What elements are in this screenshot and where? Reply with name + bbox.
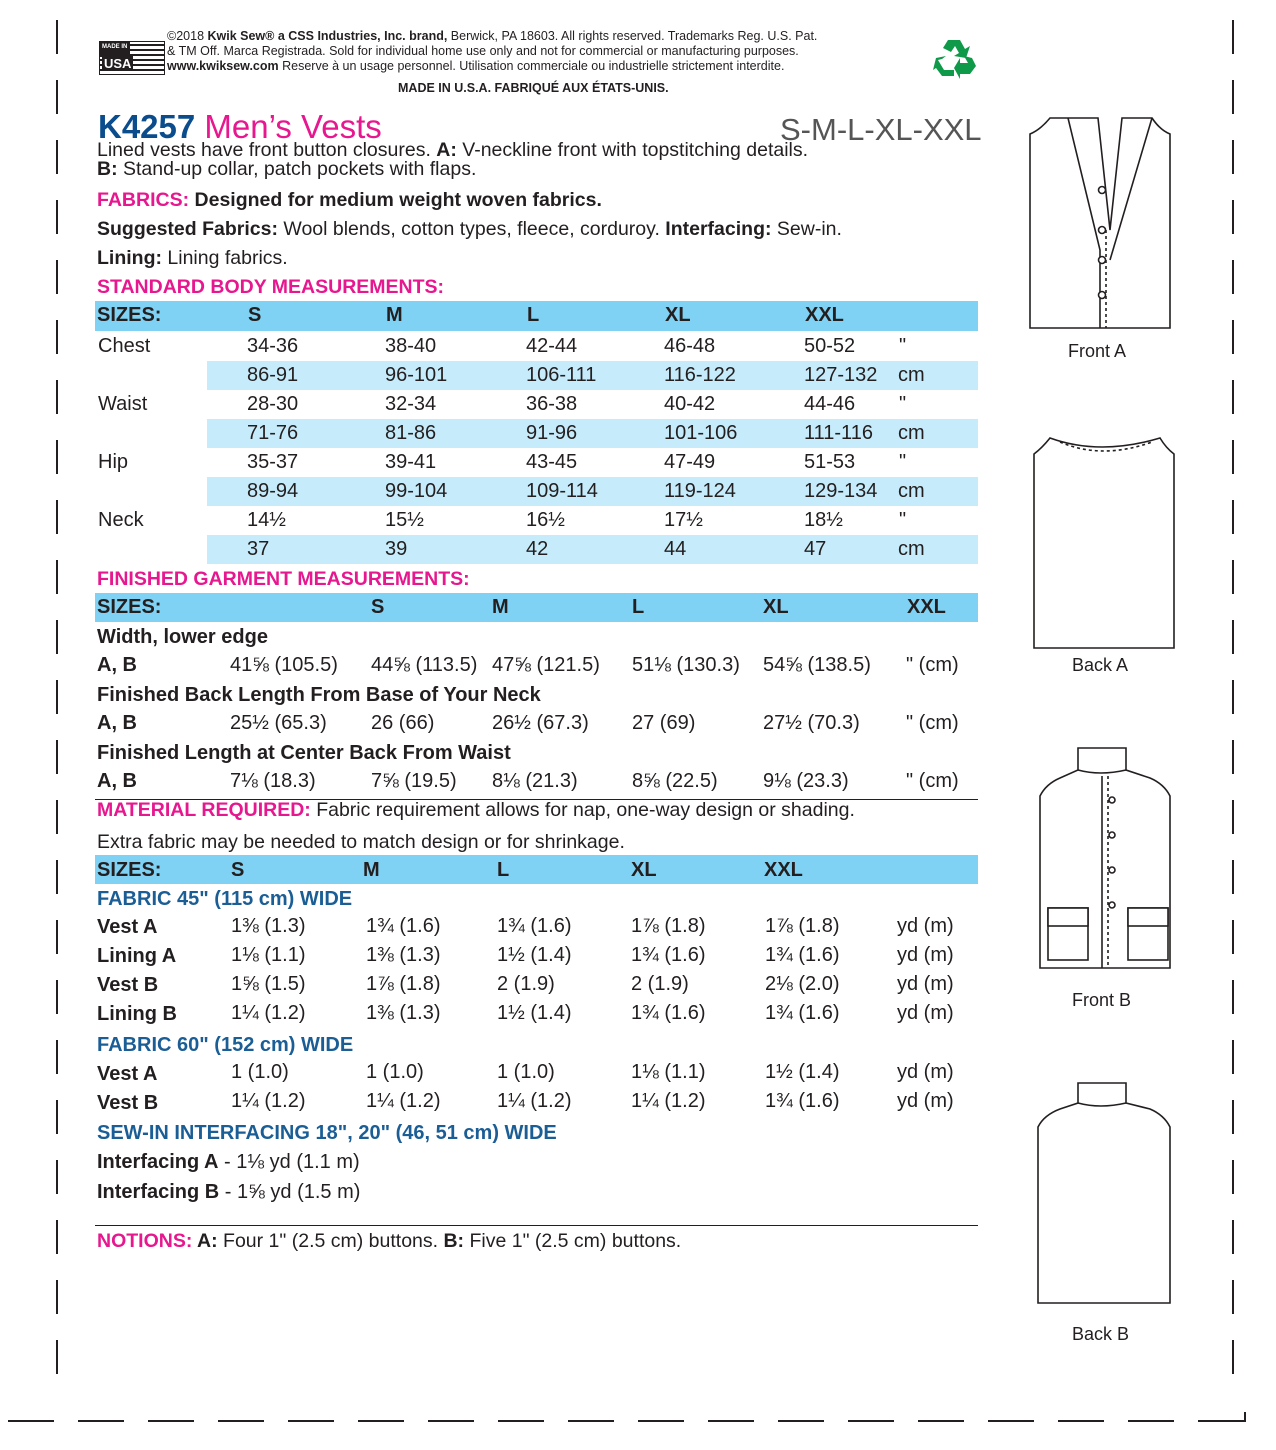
measurement-heading: Width, lower edge xyxy=(97,626,268,648)
fabric-row-label: Vest A xyxy=(97,916,158,938)
measurement-inch-value: 34-36 xyxy=(247,335,299,357)
interfacing-row xyxy=(97,1151,360,1174)
cut-line-dash xyxy=(1232,800,1234,834)
cut-line-dash xyxy=(288,1420,334,1422)
cut-line-dash xyxy=(1232,980,1234,1014)
made-in-usa-badge: MADE IN USA xyxy=(99,41,165,75)
caption-front-a: Front A xyxy=(1068,341,1127,361)
yardage-value: 1⅜ (1.3) xyxy=(231,915,306,937)
size-header: M xyxy=(492,596,509,618)
size-header: XXL xyxy=(907,596,946,618)
unit-label: yd (m) xyxy=(897,1090,954,1112)
measurement-cm-value: 71-76 xyxy=(247,422,299,444)
cut-line-dash xyxy=(1232,80,1234,114)
yardage-value: 1⅞ (1.8) xyxy=(765,915,840,937)
yardage-value: 2 (1.9) xyxy=(631,973,689,995)
cm-unit: cm xyxy=(898,538,925,560)
measurement-heading: Finished Back Length From Base of Your Neck xyxy=(97,684,541,706)
made-in-label: MADE IN U.S.A. FABRIQUÉ AUX ÉTATS-UNIS. xyxy=(398,81,669,95)
finished-value: 41⅝ (105.5) xyxy=(230,654,338,676)
caption-back-a: Back A xyxy=(1072,655,1129,675)
yardage-value: 1 (1.0) xyxy=(497,1061,555,1083)
cut-line-dash xyxy=(848,1420,894,1422)
size-range: S-M-L-XL-XXL xyxy=(780,112,982,147)
website-link[interactable]: www.kwiksew.com xyxy=(167,59,279,73)
cut-line-dash xyxy=(56,740,58,774)
yardage-value: 1⅝ (1.5) xyxy=(231,973,306,995)
recycle-icon xyxy=(932,36,978,80)
measurement-label: Waist xyxy=(98,393,148,415)
finished-value: 27½ (70.3) xyxy=(763,712,860,734)
yardage-value: 1⅞ (1.8) xyxy=(366,973,441,995)
cut-line-dash xyxy=(56,680,58,714)
body-measurements-title: STANDARD BODY MEASUREMENTS: xyxy=(97,276,445,298)
measurement-cm-value: 39 xyxy=(385,538,408,560)
yardage-value: 1¾ (1.6) xyxy=(631,944,706,966)
yardage-value: 1½ (1.4) xyxy=(497,944,572,966)
measurement-inch-value: 35-37 xyxy=(247,451,299,473)
cut-line-dash xyxy=(1232,20,1234,54)
fabric-row-label: Lining A xyxy=(97,945,177,967)
lining-line: Lining: Lining fabrics. xyxy=(97,247,288,269)
size-header: L xyxy=(632,596,645,618)
cut-line-dash xyxy=(1232,500,1234,534)
measurement-inch-value: 44-46 xyxy=(804,393,856,415)
front-b-illustration xyxy=(1040,748,1170,968)
cut-line-dash xyxy=(1232,560,1234,594)
cut-line-dash xyxy=(428,1420,474,1422)
measurement-inch-value: 42-44 xyxy=(526,335,578,357)
cut-line-dash xyxy=(56,1340,58,1374)
measurement-inch-value: 18½ xyxy=(804,509,843,531)
measurement-cm-value: 99-104 xyxy=(385,480,448,502)
pattern-name: Men’s Vests xyxy=(204,108,382,145)
cut-line-dash xyxy=(56,560,58,594)
size-header: XL xyxy=(631,859,657,881)
cut-line-dash xyxy=(56,500,58,534)
finished-value: 51⅛ (130.3) xyxy=(632,654,740,676)
inch-unit: " xyxy=(899,335,907,357)
measurement-cm-value: 106-111 xyxy=(526,364,597,386)
measurement-cm-value: 111-116 xyxy=(804,422,873,444)
caption-front-b: Front B xyxy=(1072,990,1132,1010)
cut-line-dash xyxy=(1232,260,1234,294)
finished-value: 25½ (65.3) xyxy=(230,712,327,734)
size-header: XXL xyxy=(764,859,803,881)
measurement-cm-value: 47 xyxy=(804,538,827,560)
yardage-value: 1¼ (1.2) xyxy=(231,1090,306,1112)
cut-line-dash xyxy=(1232,860,1234,894)
measurement-label: Hip xyxy=(98,451,129,473)
cut-line-dash xyxy=(988,1420,1034,1422)
cut-line-dash xyxy=(708,1420,754,1422)
cut-line-dash xyxy=(56,200,58,234)
unit-label: " (cm) xyxy=(906,712,959,734)
yardage-value: 1¾ (1.6) xyxy=(765,944,840,966)
interfacing-value: - 1⅝ yd (1.5 m) xyxy=(219,1181,361,1203)
cut-line-dash xyxy=(1232,380,1234,414)
measurement-inch-value: 17½ xyxy=(664,509,703,531)
cut-line-dash xyxy=(1232,680,1234,714)
measurement-heading: Finished Length at Center Back From Waist xyxy=(97,742,511,764)
interfacing-row xyxy=(97,1181,360,1204)
fabric-45-title: FABRIC 45" (115 cm) WIDE xyxy=(97,888,353,910)
measurement-cm-value: 37 xyxy=(247,538,270,560)
cut-line-dash xyxy=(1232,140,1234,174)
cut-line-dash xyxy=(218,1420,264,1422)
size-header: L xyxy=(527,304,540,326)
unit-label: " (cm) xyxy=(906,770,959,792)
sizes-label: SIZES: xyxy=(97,859,162,881)
cut-line-dash xyxy=(1128,1420,1174,1422)
cut-line-dash xyxy=(56,860,58,894)
cut-line-dash xyxy=(56,260,58,294)
size-header: L xyxy=(497,859,510,881)
cut-line-dash xyxy=(56,140,58,174)
cut-line-dash xyxy=(56,1160,58,1194)
cut-line-dash xyxy=(56,620,58,654)
description: Lined vests have front button closures. A: V-neckline front with topstitching details. B: Stand-up collar, patch pockets with flaps. xyxy=(97,139,809,180)
measurement-cm-value: 44 xyxy=(664,538,687,560)
cut-line-dash xyxy=(56,1040,58,1074)
interfacing-label: Interfacing B xyxy=(97,1181,220,1203)
cm-unit: cm xyxy=(898,364,925,386)
back-b-illustration xyxy=(1038,1083,1170,1303)
cut-line-dash xyxy=(56,800,58,834)
measurement-inch-value: 16½ xyxy=(526,509,565,531)
yardage-value: 1¾ (1.6) xyxy=(631,1002,706,1024)
measurement-inch-value: 38-40 xyxy=(385,335,437,357)
measurement-cm-value: 91-96 xyxy=(526,422,578,444)
yardage-value: 1½ (1.4) xyxy=(765,1061,840,1083)
finished-value: 9⅛ (23.3) xyxy=(763,770,849,792)
yardage-value: 1 (1.0) xyxy=(366,1061,424,1083)
cut-line-dash xyxy=(1236,1420,1246,1422)
cut-line-dash xyxy=(1058,1420,1104,1422)
cm-unit: cm xyxy=(898,480,925,502)
cut-line-dash xyxy=(1232,620,1234,654)
fabric-row-label: Lining B xyxy=(97,1003,177,1025)
cut-line-dash xyxy=(56,1100,58,1134)
measurement-cm-value: 129-134 xyxy=(804,480,878,502)
measurement-cm-value: 109-114 xyxy=(526,480,598,502)
notions: NOTIONS: A: Four 1" (2.5 cm) buttons. B: Five 1" (2.5 cm) buttons. xyxy=(97,1230,682,1252)
yardage-value: 1⅜ (1.3) xyxy=(366,1002,441,1024)
size-header: XL xyxy=(763,596,789,618)
suggested-fabrics: Suggested Fabrics: Wool blends, cotton types, fleece, corduroy. Interfacing: Sew-in. xyxy=(97,218,842,240)
finished-value: 27 (69) xyxy=(632,712,696,734)
fabric-row-label: Vest A xyxy=(97,1063,158,1085)
size-header: S xyxy=(231,859,245,881)
finished-measurements-title: FINISHED GARMENT MEASUREMENTS: xyxy=(97,568,470,590)
measurement-inch-value: 43-45 xyxy=(526,451,578,473)
size-header: S xyxy=(248,304,262,326)
unit-label: " (cm) xyxy=(906,654,959,676)
yardage-value: 1⅛ (1.1) xyxy=(231,944,306,966)
cm-row-stripe xyxy=(207,535,978,564)
cut-line-dash xyxy=(56,1220,58,1254)
measurement-inch-value: 28-30 xyxy=(247,393,299,415)
cut-line-dash xyxy=(1232,320,1234,354)
cut-line-dash xyxy=(56,80,58,114)
measurement-label: Neck xyxy=(98,509,144,531)
fabric-row-label: Vest B xyxy=(97,974,159,996)
measurement-inch-value: 40-42 xyxy=(664,393,716,415)
measurement-cm-value: 81-86 xyxy=(385,422,437,444)
yardage-value: 1¾ (1.6) xyxy=(366,915,441,937)
unit-label: yd (m) xyxy=(897,1061,954,1083)
measurement-cm-value: 119-124 xyxy=(664,480,736,502)
sizes-label: SIZES: xyxy=(97,596,162,618)
cut-line-dash xyxy=(56,1280,58,1314)
finished-sizes-header-bar xyxy=(95,593,978,622)
row-label: A, B xyxy=(97,770,137,792)
yardage-value: 1¾ (1.6) xyxy=(765,1002,840,1024)
measurement-inch-value: 36-38 xyxy=(526,393,578,415)
cut-line-dash xyxy=(638,1420,684,1422)
yardage-value: 2 (1.9) xyxy=(497,973,555,995)
measurement-cm-value: 96-101 xyxy=(385,364,448,386)
size-header: M xyxy=(363,859,380,881)
sizes-label: SIZES: xyxy=(97,304,162,326)
cut-line-dash xyxy=(1232,1100,1234,1134)
cut-line-dash xyxy=(78,1420,124,1422)
inch-unit: " xyxy=(899,393,907,415)
interfacing-label: Interfacing A xyxy=(97,1151,219,1173)
measurement-cm-value: 89-94 xyxy=(247,480,299,502)
measurement-cm-value: 127-132 xyxy=(804,364,878,386)
material-required: MATERIAL REQUIRED: Fabric requirement allows for nap, one-way design or shading. xyxy=(97,799,855,821)
cut-line-dash xyxy=(56,980,58,1014)
finished-value: 47⅝ (121.5) xyxy=(492,654,600,676)
interfacing-value: - 1⅛ yd (1.1 m) xyxy=(218,1151,360,1173)
vest-illustrations xyxy=(1020,110,1220,1340)
front-a-illustration xyxy=(1030,118,1170,328)
finished-value: 26 (66) xyxy=(371,712,435,734)
yardage-value: 1¼ (1.2) xyxy=(497,1090,572,1112)
material-note: Extra fabric may be needed to match design or for shrinkage. xyxy=(97,831,625,853)
measurement-inch-value: 47-49 xyxy=(664,451,716,473)
cut-line-dash xyxy=(498,1420,544,1422)
unit-label: yd (m) xyxy=(897,915,954,937)
size-header: XXL xyxy=(805,304,844,326)
unit-label: yd (m) xyxy=(897,973,954,995)
finished-value: 7⅛ (18.3) xyxy=(230,770,316,792)
unit-label: yd (m) xyxy=(897,1002,954,1024)
inch-unit: " xyxy=(899,451,907,473)
finished-value: 26½ (67.3) xyxy=(492,712,589,734)
measurement-inch-value: 32-34 xyxy=(385,393,437,415)
cm-unit: cm xyxy=(898,422,925,444)
measurement-inch-value: 15½ xyxy=(385,509,424,531)
pattern-number: K4257 xyxy=(98,108,196,145)
measurement-cm-value: 101-106 xyxy=(664,422,738,444)
cut-line-dash xyxy=(148,1420,194,1422)
copyright-block: ©2018 Kwik Sew® a CSS Industries, Inc. brand, Berwick, PA 18603. All rights reserved. Trademarks Reg. U.S. Pat. & TM Off. Marca Registrada. Sold for individual home use only and not for commercial or manufacturing purposes. www.kwiksew.com Reserve à un usage personnel. Utilisation commerciale ou industrielle strictement interdite. xyxy=(167,29,818,73)
yardage-value: 1½ (1.4) xyxy=(497,1002,572,1024)
fabric-60-title: FABRIC 60" (152 cm) WIDE xyxy=(97,1034,354,1056)
size-header: M xyxy=(386,304,403,326)
measurement-cm-value: 116-122 xyxy=(664,364,736,386)
cut-line-dash xyxy=(8,1420,54,1422)
measurement-inch-value: 46-48 xyxy=(664,335,716,357)
cut-line-dash xyxy=(1232,1280,1234,1314)
cut-line-dash xyxy=(56,320,58,354)
finished-value: 44⅝ (113.5) xyxy=(371,654,478,676)
finished-value: 7⅝ (19.5) xyxy=(371,770,457,792)
cut-line-dash xyxy=(358,1420,404,1422)
yardage-value: 1 (1.0) xyxy=(231,1061,289,1083)
cut-line-dash xyxy=(1232,740,1234,774)
measurement-cm-value: 42 xyxy=(526,538,549,560)
caption-back-b: Back B xyxy=(1072,1324,1130,1344)
finished-value: 8⅛ (21.3) xyxy=(492,770,578,792)
measurement-inch-value: 51-53 xyxy=(804,451,856,473)
row-label: A, B xyxy=(97,712,137,734)
cut-line-dash xyxy=(1232,920,1234,954)
cut-line-dash xyxy=(56,380,58,414)
measurement-inch-value: 50-52 xyxy=(804,335,856,357)
fabrics-line: FABRICS: Designed for medium weight woven fabrics. xyxy=(97,189,602,211)
interfacing-title: SEW-IN INTERFACING 18", 20" (46, 51 cm) WIDE xyxy=(97,1122,557,1144)
cut-line-dash xyxy=(778,1420,824,1422)
back-a-illustration xyxy=(1034,438,1174,648)
row-label: A, B xyxy=(97,654,137,676)
cut-line-dash xyxy=(1232,200,1234,234)
cut-line-dash xyxy=(1232,1220,1234,1254)
cut-line-dash xyxy=(56,440,58,474)
cut-line-dash xyxy=(56,920,58,954)
yardage-value: 1¾ (1.6) xyxy=(497,915,572,937)
yardage-value: 1¼ (1.2) xyxy=(631,1090,706,1112)
divider-line xyxy=(95,1225,978,1226)
size-header: S xyxy=(371,596,385,618)
cut-line-dash xyxy=(1232,1160,1234,1194)
cut-line-dash xyxy=(1232,1040,1234,1074)
measurement-inch-value: 14½ xyxy=(247,509,286,531)
cut-line-dash xyxy=(1232,1340,1234,1374)
cut-line-dash xyxy=(1232,440,1234,474)
cut-line-dash xyxy=(918,1420,964,1422)
measurement-inch-value: 39-41 xyxy=(385,451,437,473)
cut-line-dash xyxy=(568,1420,614,1422)
yardage-value: 1¾ (1.6) xyxy=(765,1090,840,1112)
yardage-value: 1⅞ (1.8) xyxy=(631,915,706,937)
size-header: XL xyxy=(665,304,691,326)
yardage-value: 1¼ (1.2) xyxy=(231,1002,306,1024)
yardage-value: 2⅛ (2.0) xyxy=(765,973,840,995)
cut-line-dash xyxy=(56,20,58,54)
finished-value: 54⅝ (138.5) xyxy=(763,654,871,676)
fabric-row-label: Vest B xyxy=(97,1092,159,1114)
unit-label: yd (m) xyxy=(897,944,954,966)
yardage-value: 1⅜ (1.3) xyxy=(366,944,441,966)
finished-value: 8⅝ (22.5) xyxy=(632,770,718,792)
inch-unit: " xyxy=(899,509,907,531)
yardage-value: 1⅛ (1.1) xyxy=(631,1061,706,1083)
material-sizes-header-bar xyxy=(95,855,978,884)
yardage-value: 1¼ (1.2) xyxy=(366,1090,441,1112)
measurement-cm-value: 86-91 xyxy=(247,364,299,386)
measurement-label: Chest xyxy=(98,335,151,357)
